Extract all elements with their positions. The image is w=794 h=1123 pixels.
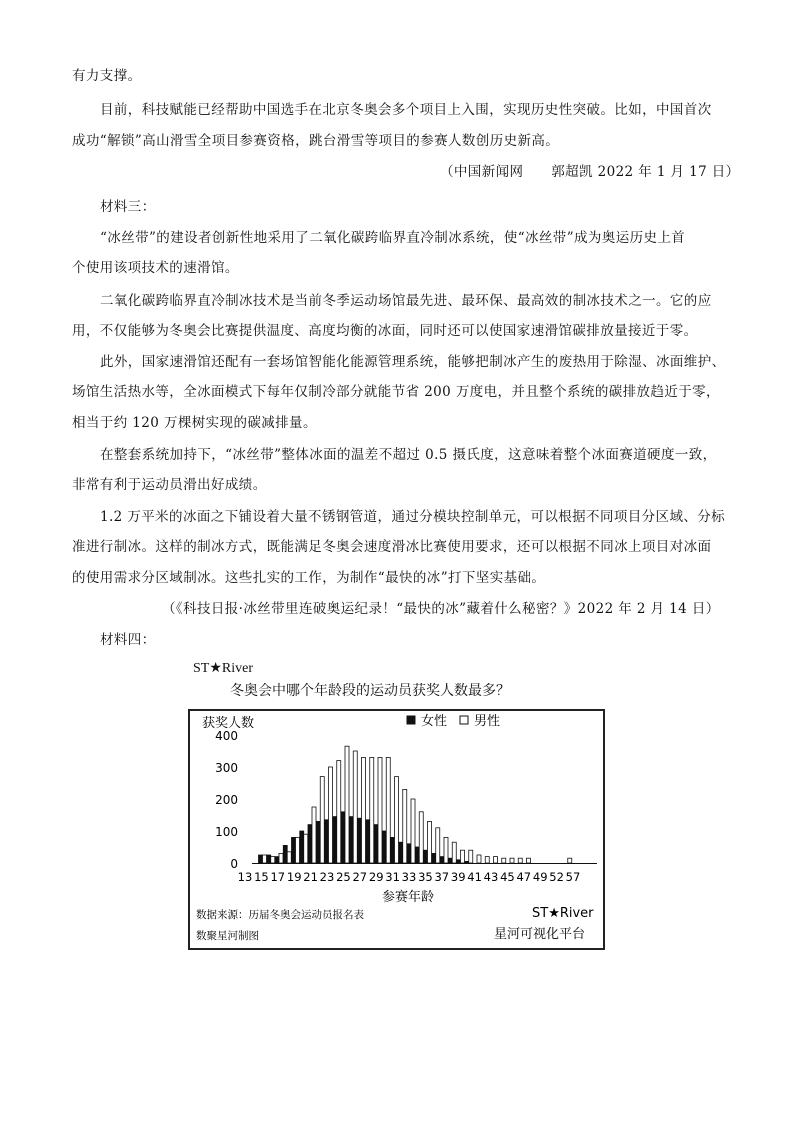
x-tick-label: 49 <box>532 870 548 884</box>
x-tick-label: 33 <box>401 870 417 884</box>
text-line: 1.2 万平米的冰面之下铺设着大量不锈钢管道，通过分模块控制单元，可以根据不同项目分区域、分标 <box>100 509 726 525</box>
x-tick-label: 35 <box>418 870 433 884</box>
text-line: 目前，科技赋能已经帮助中国选手在北京冬奥会多个项目上入围，实现历史性突破。比如，中国首次 <box>100 102 712 118</box>
text-line: 有力支撑。 <box>72 68 142 84</box>
x-tick-label: 13 <box>237 870 253 884</box>
bar-male <box>370 757 374 863</box>
legend-male-label: 男性 <box>474 714 501 729</box>
maker-note: 数聚星河制图 <box>196 930 259 942</box>
citation: （《科技日报·冰丝带里连破奥运纪录！“最快的冰”藏着什么秘密？》2022 年 2 月 14 日） <box>162 601 720 617</box>
x-tick-label: 43 <box>483 870 499 884</box>
bar-female <box>457 860 461 863</box>
x-tick-label: 52 <box>549 870 564 884</box>
bar-male <box>411 799 415 863</box>
bar-male <box>518 858 522 863</box>
text-line: 在整套系统加持下，“冰丝带”整体冰面的温差不超过 0.5 摄氏度，这意味着整个冰面赛道硬度一致， <box>100 447 717 463</box>
bar-male <box>428 821 432 863</box>
bar-female <box>424 850 428 863</box>
y-tick-label: 300 <box>215 761 238 775</box>
text-line: “冰丝带”的建设者创新性地采用了二氧化碳跨临界直冷制冰系统，使“冰丝带”成为奥运历史上首 <box>100 230 686 246</box>
text-line: 二氧化碳跨临界直冷制冰技术是当前冬季运动场馆最先进、最环保、最高效的制冰技术之一。它的应 <box>100 293 712 309</box>
legend-male-swatch <box>460 716 468 724</box>
x-tick-label: 41 <box>467 870 482 884</box>
bar-female <box>333 817 337 863</box>
platform-name: 星河可视化平台 <box>494 927 586 942</box>
section-heading: 材料三： <box>100 199 156 215</box>
x-tick-label: 25 <box>336 870 351 884</box>
legend <box>407 713 500 729</box>
x-tick-label: 23 <box>319 870 335 884</box>
bar-female <box>358 818 362 863</box>
bar-female <box>366 820 370 863</box>
bar-female <box>283 845 287 863</box>
bar-male <box>386 757 390 863</box>
bar-male <box>353 751 357 863</box>
x-tick-label: 17 <box>270 870 286 884</box>
bar-female <box>440 857 444 863</box>
text-line: 准进行制冰。这样的制冰方式，既能满足冬奥会速度滑冰比赛使用要求，还可以根据不同冰上项目对冰面 <box>72 539 712 555</box>
text-line: 个使用该项技术的速滑馆。 <box>72 260 239 276</box>
brand-bottom: ST★River <box>532 906 594 921</box>
bar-male <box>337 761 341 863</box>
legend-female-label: 女性 <box>421 714 448 729</box>
x-tick-label: 31 <box>385 870 400 884</box>
x-tick-label: 39 <box>450 870 466 884</box>
bar-male <box>263 855 267 863</box>
bar-male <box>469 850 473 863</box>
bar-male <box>419 812 423 863</box>
bar-female <box>407 844 411 863</box>
x-tick-label: 29 <box>368 870 384 884</box>
bar-female <box>325 820 329 863</box>
bar-female <box>465 861 469 863</box>
chart-frame <box>188 709 605 950</box>
x-tick-label: 57 <box>565 870 581 884</box>
bar-male <box>494 857 498 863</box>
bar-male <box>452 842 456 863</box>
bar-female <box>448 858 452 863</box>
y-axis-label: 获奖人数 <box>202 716 255 731</box>
chart-title: 冬奥会中哪个年龄段的运动员获奖人数最多？ <box>230 683 510 699</box>
bar-male <box>461 850 465 863</box>
bar-female <box>341 812 345 863</box>
bar-male <box>477 855 481 863</box>
legend-female-swatch <box>407 716 415 724</box>
source-note: 数据来源：历届冬奥会运动员报名表 <box>196 909 364 921</box>
bar-female <box>275 857 279 863</box>
bar-female <box>399 842 403 863</box>
bar-male <box>312 807 316 863</box>
bar-male <box>304 834 308 863</box>
bar-male <box>485 857 489 863</box>
bar-female <box>259 855 263 863</box>
bar-female <box>308 825 312 863</box>
bar-male <box>329 767 333 863</box>
bar-male <box>279 853 283 863</box>
bar-female <box>349 817 353 863</box>
x-tick-label: 45 <box>500 870 515 884</box>
text-line: 非常有利于运动员滑出好成绩。 <box>72 477 267 493</box>
section-heading: 材料四： <box>100 632 156 648</box>
bar-male <box>568 858 572 863</box>
x-axis-ticks <box>238 870 581 884</box>
bar-female <box>292 837 296 863</box>
bar-male <box>444 837 448 863</box>
text-line: 场馆生活热水等，全冰面模式下每年仅制冷部分就能节省 200 万度电，并且整个系统的碳排放趋近于零， <box>72 384 720 400</box>
bar-female <box>316 821 320 863</box>
bar-female <box>382 831 386 863</box>
bar-male <box>345 746 349 863</box>
bar-male <box>296 837 300 863</box>
text-line: 的使用需求分区域制冰。这些扎实的工作，为制作“最快的冰”打下坚实基础。 <box>72 570 546 586</box>
x-tick-label: 19 <box>286 870 302 884</box>
bar-male <box>378 757 382 863</box>
text-line: 成功“解锁”高山滑雪全项目参赛资格，跳台滑雪等项目的参赛人数创历史新高。 <box>72 133 560 149</box>
bar-chart <box>190 711 603 948</box>
chart-brand-top: ST★River <box>193 661 253 676</box>
bar-male <box>502 858 506 863</box>
bar-male <box>395 777 399 863</box>
bar-male <box>436 828 440 863</box>
bar-female <box>415 847 419 863</box>
text-line: 相当于约 120 万棵树实现的碳减排量。 <box>72 415 317 431</box>
bar-female <box>374 825 378 863</box>
y-tick-label: 0 <box>230 857 238 871</box>
x-tick-label: 47 <box>516 870 532 884</box>
x-tick-label: 15 <box>254 870 269 884</box>
bar-male <box>510 858 514 863</box>
text-line: 此外，国家速滑馆还配有一套场馆智能化能源管理系统，能够把制冰产生的废热用于除湿、冰面维护、 <box>100 354 726 370</box>
bar-male <box>527 858 531 863</box>
x-tick-label: 21 <box>303 870 318 884</box>
bar-female <box>267 855 271 863</box>
y-tick-label: 200 <box>215 793 238 807</box>
bar-female <box>391 837 395 863</box>
x-tick-label: 27 <box>352 870 368 884</box>
bar-male <box>362 757 366 863</box>
bars <box>259 746 572 863</box>
bar-male <box>403 789 407 863</box>
bar-male <box>320 777 324 863</box>
bar-female <box>432 853 436 863</box>
citation: （中国新闻网 郭超凯 2022 年 1 月 17 日） <box>440 164 740 180</box>
y-tick-label: 100 <box>215 825 238 839</box>
x-tick-label: 37 <box>434 870 450 884</box>
y-tick-label: 400 <box>215 729 238 743</box>
text-line: 用，不仅能够为冬奥会比赛提供温度、高度均衡的冰面，同时还可以使国家速滑馆碳排放量接近于零。 <box>72 323 698 339</box>
bar-female <box>300 831 304 863</box>
bar-male <box>271 857 275 863</box>
bar-male <box>287 852 291 863</box>
y-axis-ticks <box>215 729 238 871</box>
x-axis-label: 参赛年龄 <box>382 890 435 905</box>
